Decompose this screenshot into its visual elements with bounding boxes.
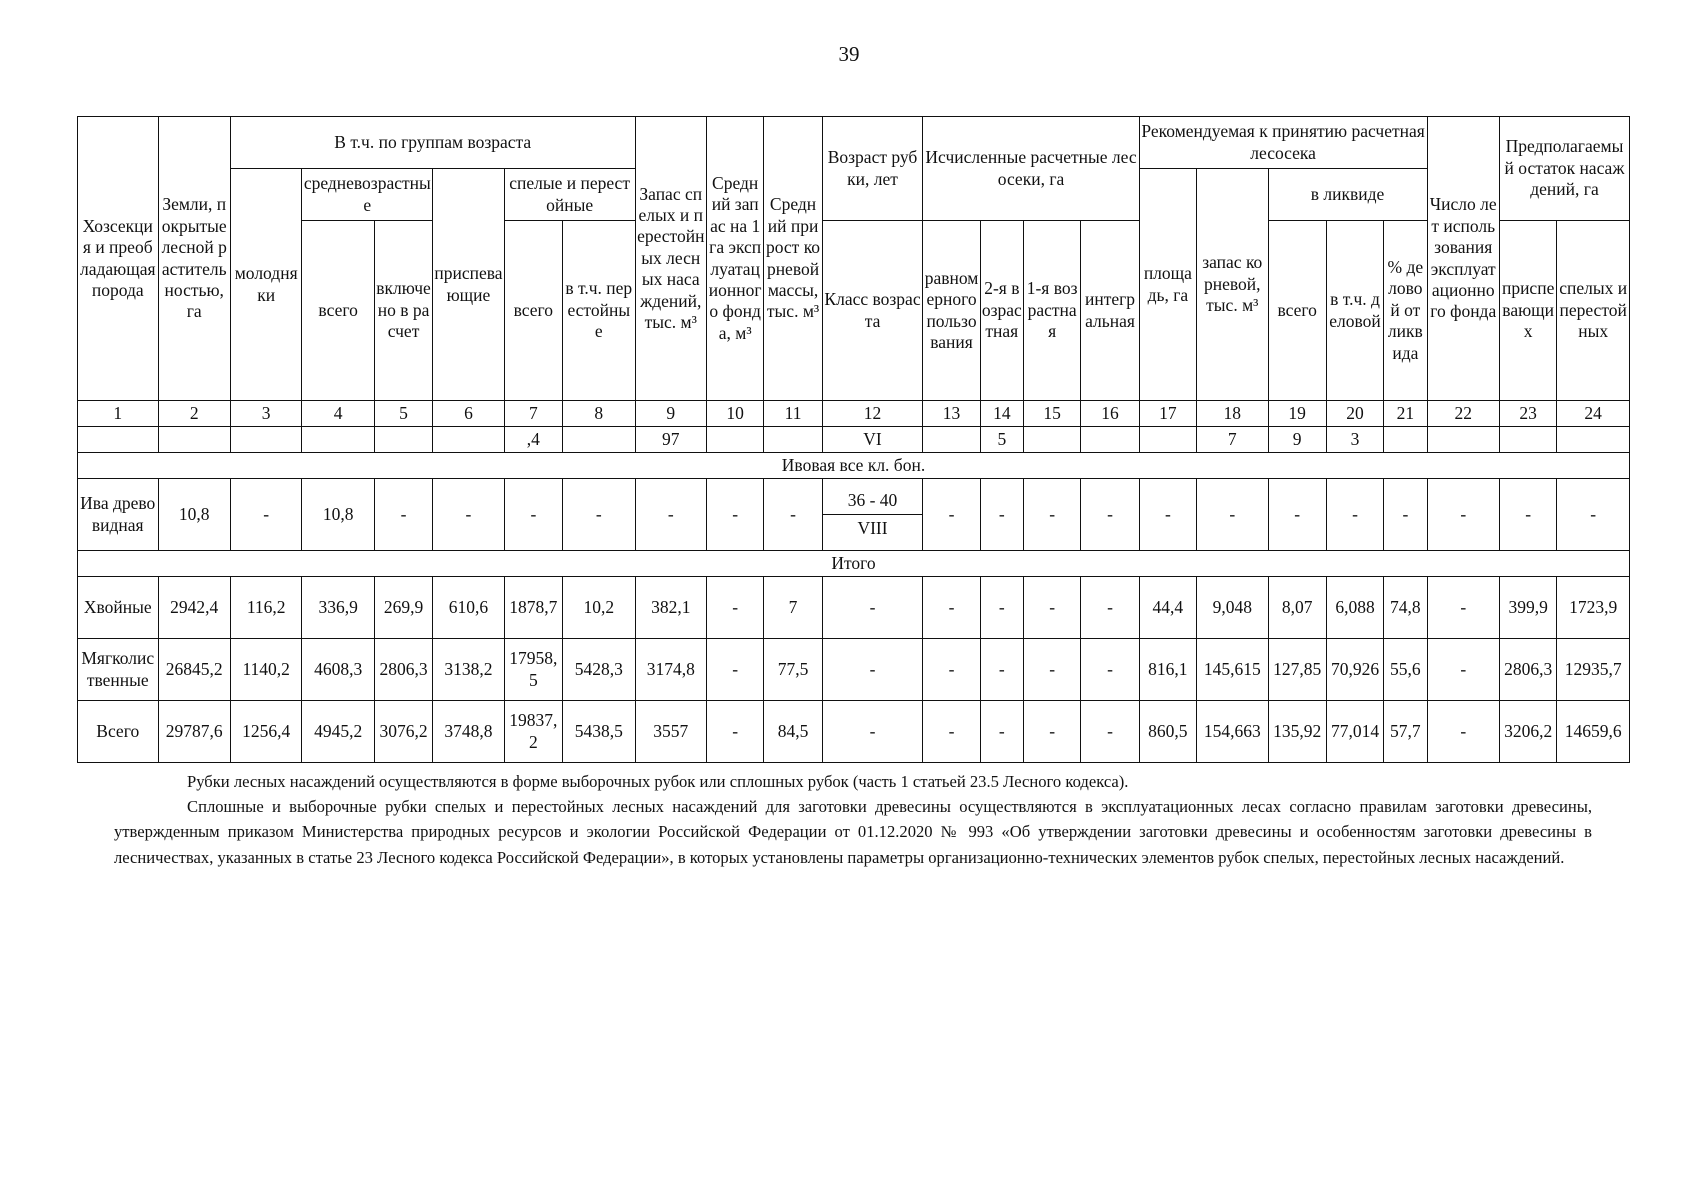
- header-integral: интегральная: [1081, 221, 1139, 401]
- table-cell: 70,926: [1326, 639, 1383, 701]
- table-cell: 74,8: [1384, 577, 1427, 639]
- table-cell: -: [1427, 639, 1499, 701]
- table-cell: VI: [822, 427, 923, 453]
- table-cell: 12935,7: [1557, 639, 1630, 701]
- header-middle-included: включено в расчет: [374, 221, 432, 401]
- table-cell: 10,8: [302, 479, 374, 551]
- column-number: 24: [1557, 401, 1630, 427]
- table-cell: 57,7: [1384, 701, 1427, 763]
- header-liquid-business: в т.ч. деловой: [1326, 221, 1383, 401]
- column-number: 15: [1023, 401, 1080, 427]
- table-cell: -: [433, 479, 504, 551]
- table-cell: -: [504, 479, 562, 551]
- table-cell: 3557: [635, 701, 706, 763]
- table-cell: -: [706, 577, 763, 639]
- table-cell: 3: [1326, 427, 1383, 453]
- table-cell: [1557, 427, 1630, 453]
- table-cell: 154,663: [1197, 701, 1268, 763]
- table-cell: Мягколиственные: [78, 639, 159, 701]
- table-cell: -: [980, 639, 1023, 701]
- column-number: 22: [1427, 401, 1499, 427]
- header-age-class: Класс возраста: [822, 221, 923, 401]
- header-ripe-total: всего: [504, 221, 562, 401]
- felling-age-years: 36 - 40: [847, 489, 898, 510]
- table-cell: -: [1023, 577, 1080, 639]
- header-remainder-ripe: спелых и перестойных: [1557, 221, 1630, 401]
- table-row-willow: [78, 479, 1630, 551]
- header-section-species: Хозсекция и преобладающая порода: [78, 117, 159, 401]
- header-years-of-use: Число лет использования эксплуатационного фонда: [1427, 117, 1499, 401]
- table-cell: 5: [980, 427, 1023, 453]
- table-cell: -: [1557, 479, 1630, 551]
- table-cell: -: [706, 639, 763, 701]
- table-cell: 3206,2: [1499, 701, 1556, 763]
- table-cell: 2942,4: [158, 577, 230, 639]
- table-cell: 77,5: [764, 639, 822, 701]
- notes: [114, 769, 1592, 870]
- table-cell: -: [563, 479, 636, 551]
- table-cell: -: [1197, 479, 1268, 551]
- header-avg-growth: Средний прирост корневой массы, тыс. м³: [764, 117, 822, 401]
- column-number: 12: [822, 401, 923, 427]
- column-number: 1: [78, 401, 159, 427]
- table-cell: 1723,9: [1557, 577, 1630, 639]
- table-cell: -: [1427, 577, 1499, 639]
- table-cell-felling-age: [822, 479, 923, 551]
- table-cell: 145,615: [1197, 639, 1268, 701]
- table-cell: 9: [1268, 427, 1326, 453]
- column-number: 2: [158, 401, 230, 427]
- header-felling-age: Возраст рубки, лет: [822, 117, 923, 221]
- table-cell: 10,8: [158, 479, 230, 551]
- table-cell: -: [923, 479, 980, 551]
- table-cell: -: [822, 701, 923, 763]
- column-number: 19: [1268, 401, 1326, 427]
- table-cell: Всего: [78, 701, 159, 763]
- table-cell: 5428,3: [563, 639, 636, 701]
- column-number: 9: [635, 401, 706, 427]
- table-cell: [433, 427, 504, 453]
- column-number: 21: [1384, 401, 1427, 427]
- table-cell: 3748,8: [433, 701, 504, 763]
- table-cell: -: [980, 701, 1023, 763]
- table-cell: -: [980, 479, 1023, 551]
- table-cell: [1139, 427, 1196, 453]
- header-remainder-premature: приспевающих: [1499, 221, 1556, 401]
- table-cell: -: [1023, 639, 1080, 701]
- allowable-cut-table: [77, 116, 1630, 763]
- page-number: 39: [838, 42, 860, 66]
- table-cell: 19837,2: [504, 701, 562, 763]
- table-cell: 3076,2: [374, 701, 432, 763]
- table-cell: 860,5: [1139, 701, 1196, 763]
- table-cell: -: [1427, 701, 1499, 763]
- header-uniform-use: равномерного пользования: [923, 221, 980, 401]
- header-first-age: 1-я возрастная: [1023, 221, 1080, 401]
- column-number: 4: [302, 401, 374, 427]
- header-calculated-cuts: Исчисленные расчетные лесосеки, га: [923, 117, 1139, 221]
- column-number: 13: [923, 401, 980, 427]
- header-overripe: в т.ч. перестойные: [563, 221, 636, 401]
- table-header: [78, 117, 1630, 401]
- table-cell: 399,9: [1499, 577, 1556, 639]
- table-cell: 55,6: [1384, 639, 1427, 701]
- note-paragraph: Рубки лесных насаждений осуществляются в форме выборочных рубок или сплошных рубок (часть 1 статьей 23.5 Лесного кодекса).: [187, 772, 1129, 791]
- table-cell: [1023, 427, 1080, 453]
- table-cell: [78, 427, 159, 453]
- table-cell: 10,2: [563, 577, 636, 639]
- header-recommended-cut: Рекомендуемая к принятию расчетная лесосека: [1139, 117, 1427, 169]
- table-cell: [706, 427, 763, 453]
- table-cell: -: [1023, 479, 1080, 551]
- table-cell: 8,07: [1268, 577, 1326, 639]
- total-rows: [78, 577, 1630, 763]
- table-row: [78, 427, 1630, 453]
- header-second-age: 2-я возрастная: [980, 221, 1023, 401]
- header-premature: приспевающие: [433, 169, 504, 401]
- table-cell: -: [1499, 479, 1556, 551]
- header-age-groups: В т.ч. по группам возраста: [230, 117, 635, 169]
- table-cell: 7: [764, 577, 822, 639]
- table-cell: 116,2: [230, 577, 301, 639]
- table-cell: -: [1081, 479, 1139, 551]
- column-number: 16: [1081, 401, 1139, 427]
- table-cell: 14659,6: [1557, 701, 1630, 763]
- table-cell: 6,088: [1326, 577, 1383, 639]
- table-cell: -: [923, 701, 980, 763]
- header-young: молодняки: [230, 169, 301, 401]
- header-middle-total: всего: [302, 221, 374, 401]
- table-cell: 4945,2: [302, 701, 374, 763]
- header-liquid: в ликвиде: [1268, 169, 1427, 221]
- table-cell: -: [822, 639, 923, 701]
- table-cell: 9,048: [1197, 577, 1268, 639]
- table-cell: -: [374, 479, 432, 551]
- column-number: 14: [980, 401, 1023, 427]
- table-cell: Хвойные: [78, 577, 159, 639]
- table-cell: [302, 427, 374, 453]
- table-cell: 1256,4: [230, 701, 301, 763]
- table-cell: 5438,5: [563, 701, 636, 763]
- table-cell: 269,9: [374, 577, 432, 639]
- header-avg-stock: Средний запас на 1 га эксплуатационного фонда, м³: [706, 117, 763, 401]
- table-cell: 29787,6: [158, 701, 230, 763]
- table-cell: 84,5: [764, 701, 822, 763]
- column-number: 20: [1326, 401, 1383, 427]
- table-cell: 1140,2: [230, 639, 301, 701]
- table-cell: [158, 427, 230, 453]
- table-cell: -: [1081, 577, 1139, 639]
- column-number: 23: [1499, 401, 1556, 427]
- table-cell: 382,1: [635, 577, 706, 639]
- table-cell: 3138,2: [433, 639, 504, 701]
- table-cell: [563, 427, 636, 453]
- header-ripe-stock: Запас спелых и перестойных лесных насаждений, тыс. м³: [635, 117, 706, 401]
- column-number: 5: [374, 401, 432, 427]
- table-cell: [1081, 427, 1139, 453]
- column-number: 11: [764, 401, 822, 427]
- table-cell: -: [1427, 479, 1499, 551]
- column-number: 6: [433, 401, 504, 427]
- table-cell: -: [980, 577, 1023, 639]
- table-cell: 17958,5: [504, 639, 562, 701]
- table-cell: 610,6: [433, 577, 504, 639]
- table-cell: -: [706, 701, 763, 763]
- table-cell: -: [230, 479, 301, 551]
- table-cell: 77,014: [1326, 701, 1383, 763]
- table-cell: [764, 427, 822, 453]
- column-number-row: [78, 401, 1630, 427]
- table-cell: 1878,7: [504, 577, 562, 639]
- table-cell: -: [1384, 479, 1427, 551]
- column-number: 18: [1197, 401, 1268, 427]
- table-row: [78, 577, 1630, 639]
- header-remainder: Предполагаемый остаток насаждений, га: [1499, 117, 1629, 221]
- table-cell: -: [764, 479, 822, 551]
- table-cell: 2806,3: [374, 639, 432, 701]
- table-row: [78, 701, 1630, 763]
- table-cell: -: [1081, 639, 1139, 701]
- table-cell: -: [923, 577, 980, 639]
- table-cell: -: [822, 577, 923, 639]
- table-cell: -: [706, 479, 763, 551]
- table-cell: [374, 427, 432, 453]
- table-cell: 2806,3: [1499, 639, 1556, 701]
- header-liquid-total: всего: [1268, 221, 1326, 401]
- table-cell: Ива древовидная: [78, 479, 159, 551]
- table-cell: 3174,8: [635, 639, 706, 701]
- table-cell: -: [1023, 701, 1080, 763]
- table-cell: [1499, 427, 1556, 453]
- table-cell: [1384, 427, 1427, 453]
- table-cell: 97: [635, 427, 706, 453]
- table-cell: 816,1: [1139, 639, 1196, 701]
- table-cell: 4608,3: [302, 639, 374, 701]
- column-number: 3: [230, 401, 301, 427]
- header-middle-aged: средневозрастные: [302, 169, 433, 221]
- table-cell: [923, 427, 980, 453]
- table-cell: [230, 427, 301, 453]
- table-cell: -: [1268, 479, 1326, 551]
- column-number: 17: [1139, 401, 1196, 427]
- table-cell: [1427, 427, 1499, 453]
- table-cell: -: [1326, 479, 1383, 551]
- table-cell: -: [923, 639, 980, 701]
- table-cell: 127,85: [1268, 639, 1326, 701]
- table-row: [78, 639, 1630, 701]
- column-number: 7: [504, 401, 562, 427]
- table-cell: -: [635, 479, 706, 551]
- column-number: 8: [563, 401, 636, 427]
- header-business-percent: % деловой от ликвида: [1384, 221, 1427, 401]
- table-cell: 44,4: [1139, 577, 1196, 639]
- header-root-stock: запас корневой, тыс. м³: [1197, 169, 1268, 401]
- table-cell: 336,9: [302, 577, 374, 639]
- header-ripe-overripe: спелые и перестойные: [504, 169, 635, 221]
- table-cell: -: [1139, 479, 1196, 551]
- header-area: площадь, га: [1139, 169, 1196, 401]
- table-cell: -: [1081, 701, 1139, 763]
- felling-age-class: VIII: [823, 514, 923, 542]
- column-number: 10: [706, 401, 763, 427]
- section-heading-willow: Ивовая все кл. бон.: [78, 453, 1630, 479]
- section-heading-total: Итого: [78, 551, 1630, 577]
- table-cell: 26845,2: [158, 639, 230, 701]
- table-cell: 135,92: [1268, 701, 1326, 763]
- table-cell: ,4: [504, 427, 562, 453]
- note-paragraph: Сплошные и выборочные рубки спелых и перестойных лесных насаждений для заготовки древесины осуществляются в эксплуатационных лесах согласно правилам заготовки древесины, утвержденным приказом Министерства природных ресурсов и экологии Российской Федерации от 01.12.2020 № 993 «Об утверждении заготовки древесины и особенностям заготовки древесины в лесничествах, указанных в статье 23 Лесного кодекса Российской Федерации», в которых установлены параметры организационно-технических элементов рубок спелых, перестойных лесных насаждений.: [114, 797, 1592, 867]
- header-forested-land: Земли, покрытые лесной растительностью, га: [158, 117, 230, 401]
- table-cell: 7: [1197, 427, 1268, 453]
